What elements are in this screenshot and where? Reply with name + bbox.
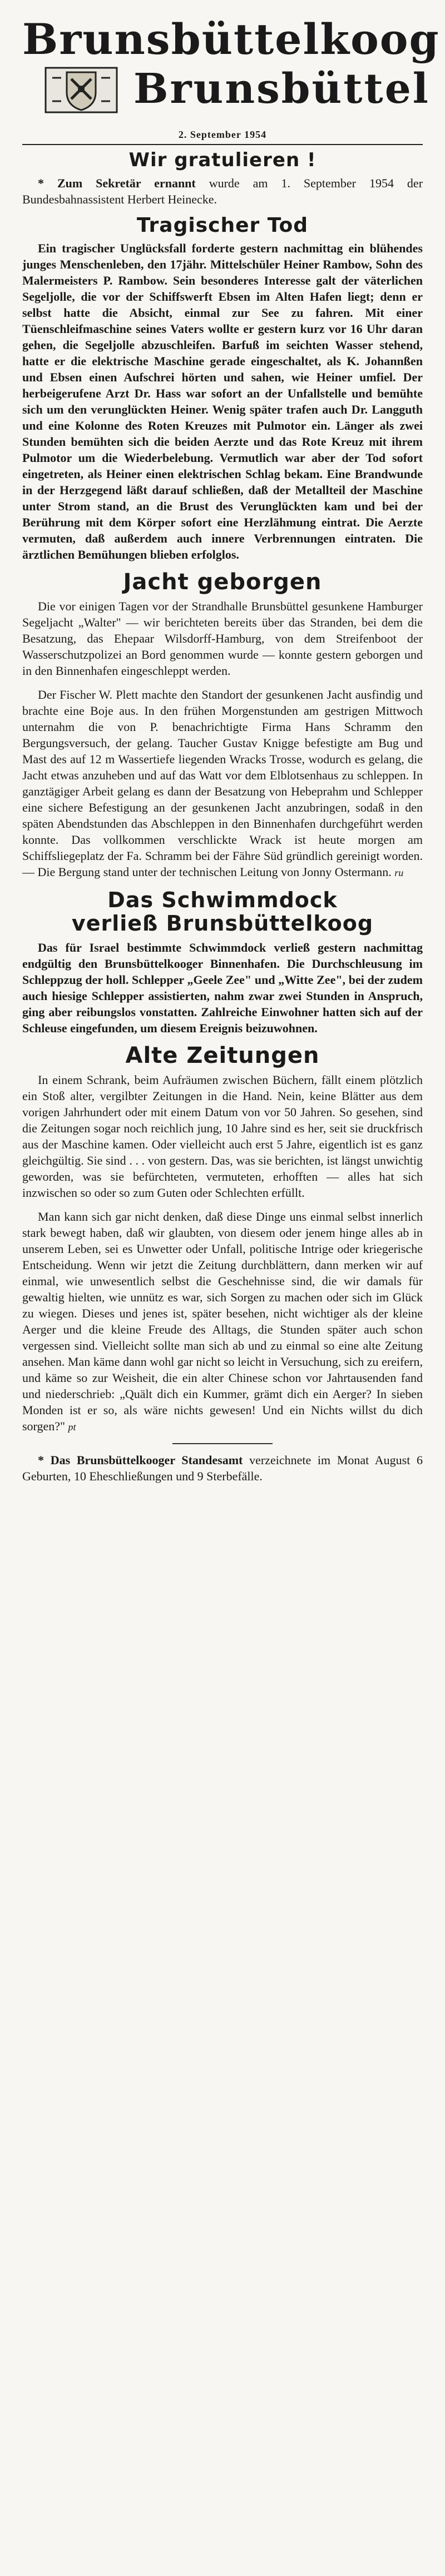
- short-divider: [172, 1443, 273, 1444]
- article-alte-signature: pt: [68, 1421, 76, 1433]
- star-marker: *: [38, 1453, 44, 1467]
- headline-alte: Alte Zeitungen: [125, 1042, 320, 1068]
- dateline: 2. September 1954: [178, 129, 267, 140]
- headline-tragic: Tragischer Tod: [136, 213, 309, 237]
- headline-dock-line2: verließ Brunsbüttelkoog: [71, 911, 374, 936]
- article-jacht-para2-text: Der Fischer W. Plett machte den Standort der gesunkenen Jacht ausfindig und brachte eine Boje aus. In den frühen Morgenstunden am gestrigen Mittwoch unternahm die von P. benachrichtigte Firma Hans Schramm den Bergungsversuch, der gelang. Taucher Gustav Knigge befestigte am Bug und Mast des auf 12 m Wassertiefe liegenden Wracks Trosse, wodurch es gelang, die Jacht etwas anzuheben und auf das Watt vor dem Elblotsenhaus zu schleppen. In ganztägiger Arbeit gelang es dann der Besatzung von Hebeprahm und Schlepper eine sichere Befestigung an der gesunkenen Jacht anzubringen, sodaß in den späten Abendstunden das Abschleppen in den Binnenhafen durchgeführt werden konnte. Das vollkommen verschlickte Wrack ist heute morgen am Schiffsliegeplatz der Fa. Schramm bei der Fähre Süd gründlich gereinigt worden. — Die Bergung stand unter der technischen Leitung von Jonny Ostermann.: [22, 688, 423, 879]
- star-marker: *: [38, 176, 44, 190]
- article-standesamt-lead: Das Brunsbüttelkooger Standesamt: [50, 1453, 243, 1467]
- masthead-title-line2: Brunsbüttel: [134, 65, 430, 113]
- article-standesamt-text: [22, 1452, 423, 1484]
- headline-dock: [22, 889, 423, 934]
- headline-congrats: Wir gratulieren !: [128, 149, 317, 171]
- article-alte-para2-text: Man kann sich gar nicht denken, daß diese Dinge uns einmal selbst innerlich stark bewegt haben, daß wir glaubten, von diesem oder jenem hinge alles ab in unserem Leben, sei es Unwetter oder Unfall, politische Intrige oder kriegerische Entscheidung. Wenn wir jetzt die Zeitung durchblättern, dann merken wir auf einmal, wie unwesentlich selbst die Geschehnisse sind, die wir damals für gewaltig hielten, wie unnütz es war, sich Sorgen zu machen oder sich im Glück zu wiegen. Dieses und jenes ist, später besehen, nicht wichtiger als der kleine Aerger und die kleine Freude des Alltags, die Stunden später auch schon vergessen sind. Vielleicht sollte man sich ab und zu einmal so eine alte Zeitung ansehen. Man käme dann wohl gar nicht so leicht in Versuchung, sich zu ereifern, und käme so zur Weisheit, die ein alter Chinese schon vor Jahrtausenden fand und niederschrieb: „Quält dich ein Kummer, grämt dich ein Aerger? In sieben Monden ist er so, als wäre nichts gewesen! Und ein Nichts willst du dich sorgen?": [22, 1209, 423, 1433]
- article-alte-para1: In einem Schrank, beim Aufräumen zwischen Büchern, fällt einem plötzlich ein Stoß alter, vergilbter Zeitungen in die Hand. Nein, keine Blätter aus dem vorigen Jahrhundert oder mit einem Datum von vor 50 Jahren. So gesehen, sind die Zeitungen sogar noch reichlich jung, 10 Jahre sind es her, seit sie druckfrisch aus der Maschine kamen. Oder vielleicht auch erst 5 Jahre, eigentlich ist es ganz gleichgültig. Sie sind . . . von gestern. Das, was sie berichten, ist längst unwichtig geworden, was sie befürchteten, vermuteten, erhofften — alles hat sich inzwischen so oder so zum Guten oder Schlechten erfüllt.: [22, 1072, 423, 1200]
- article-jacht-signature: ru: [394, 867, 404, 879]
- article-alte-para2: [22, 1209, 423, 1435]
- divider: [22, 144, 423, 145]
- masthead-crest-row: [22, 63, 430, 117]
- article-congrats-lead: Zum Sekretär ernannt: [57, 176, 196, 190]
- masthead: [22, 14, 440, 121]
- headline-jacht: Jacht geborgen: [123, 569, 322, 595]
- article-standesamt-body: verzeichnete im Monat August 6 Geburten, 10 Eheschließungen und 9 Sterbefälle.: [22, 1453, 423, 1483]
- newspaper-page: [22, 0, 440, 1484]
- headline-dock-line1: Das Schwimmdock: [107, 888, 338, 913]
- masthead-title-line1: Brunsbüttelkoog: [22, 14, 440, 64]
- article-congrats-body: wurde am 1. September 1954 der Bundesbahnassistent Herbert Heinecke.: [22, 176, 423, 206]
- article-tragic-text: Ein tragischer Unglücksfall forderte gestern nachmittag ein blühendes junges Menschenleben, den 17jähr. Mittelschüler Heiner Rambow, Sohn des Malermeisters P. Rambow. Sein besonderes Interesse galt der väterlichen Segeljolle, die vor der Schiffswerft Ebsen im Alten Hafen liegt; denn er selbst hatte die Absicht, einmal zur See zu fahren. Mit einer Tüenschleifmaschine seines Vaters wollte er gestern kurz vor 16 Uhr daran gehen, die Segeljolle abzuschleifen. Barfuß im seichten Wasser stehend, hatte er die elektrische Maschine gerade eingeschaltet, als K. Johannßen und Ebsen einen Aufschrei hörten und sahen, wie Heiner umfiel. Der herbeigerufene Arzt Dr. Hass war sofort an der Unfallstelle und bemühte sich um den verunglückten Heiner. Wenig später trafen auch Dr. Langguth und eine Kolonne des Roten Kreuzes mit Pulmotor ein. Länger als zwei Stunden bemühten sich die beiden Aerzte und das Rote Kreuz mit ihrem Pulmotor um die Wiederbelebung. Vermutlich war aber der Tod sofort eingetreten, als Heiner einen elektrischen Schlag bekam. Eine Brandwunde in der Herzgegend läßt darauf schließen, daß der Metallteil der Maschine unter Strom stand, an die Brust des Verunglückten kam und bei der Berührung mit dem Körper sofort eine Herzlähmung eintrat. Die Aerzte vermuten, daß außerdem auch innere Verbrennungen eintraten. Die ärztlichen Bemühungen blieben erfolglos.: [22, 241, 423, 562]
- article-jacht-para1: Die vor einigen Tagen vor der Strandhalle Brunsbüttel gesunkene Hamburger Segeljacht „Walter" — wir berichteten bereits über das Stranden, bei dem die Besatzung, das Ehepaar Wilsdorff-Hamburg, von dem Streifenboot der Wasserschutzpolizei an Bord genommen wurde — konnte gestern geborgen und in den Binnenhafen eingeschleppt werden.: [22, 599, 423, 678]
- article-jacht-para2: [22, 687, 423, 881]
- article-dock-text: Das für Israel bestimmte Schwimmdock verließ gestern nachmittag endgültig den Brunsbüttelkooger Binnenhafen. Die Durchschleusung im Schleppzug der holl. Schlepper „Geele Zee" und „Witte Zee", bei der zudem auch hiesige Schlepper assistierten, nahm zwar zwei Stunden in Anspruch, ging aber reibungslos vonstatten. Zahlreiche Einwohner hatten sich auf der Schleuse eingefunden, um diesem Ereignis beizuwohnen.: [22, 940, 423, 1035]
- coat-of-arms-icon: [44, 67, 118, 113]
- article-congrats-text: [22, 175, 423, 207]
